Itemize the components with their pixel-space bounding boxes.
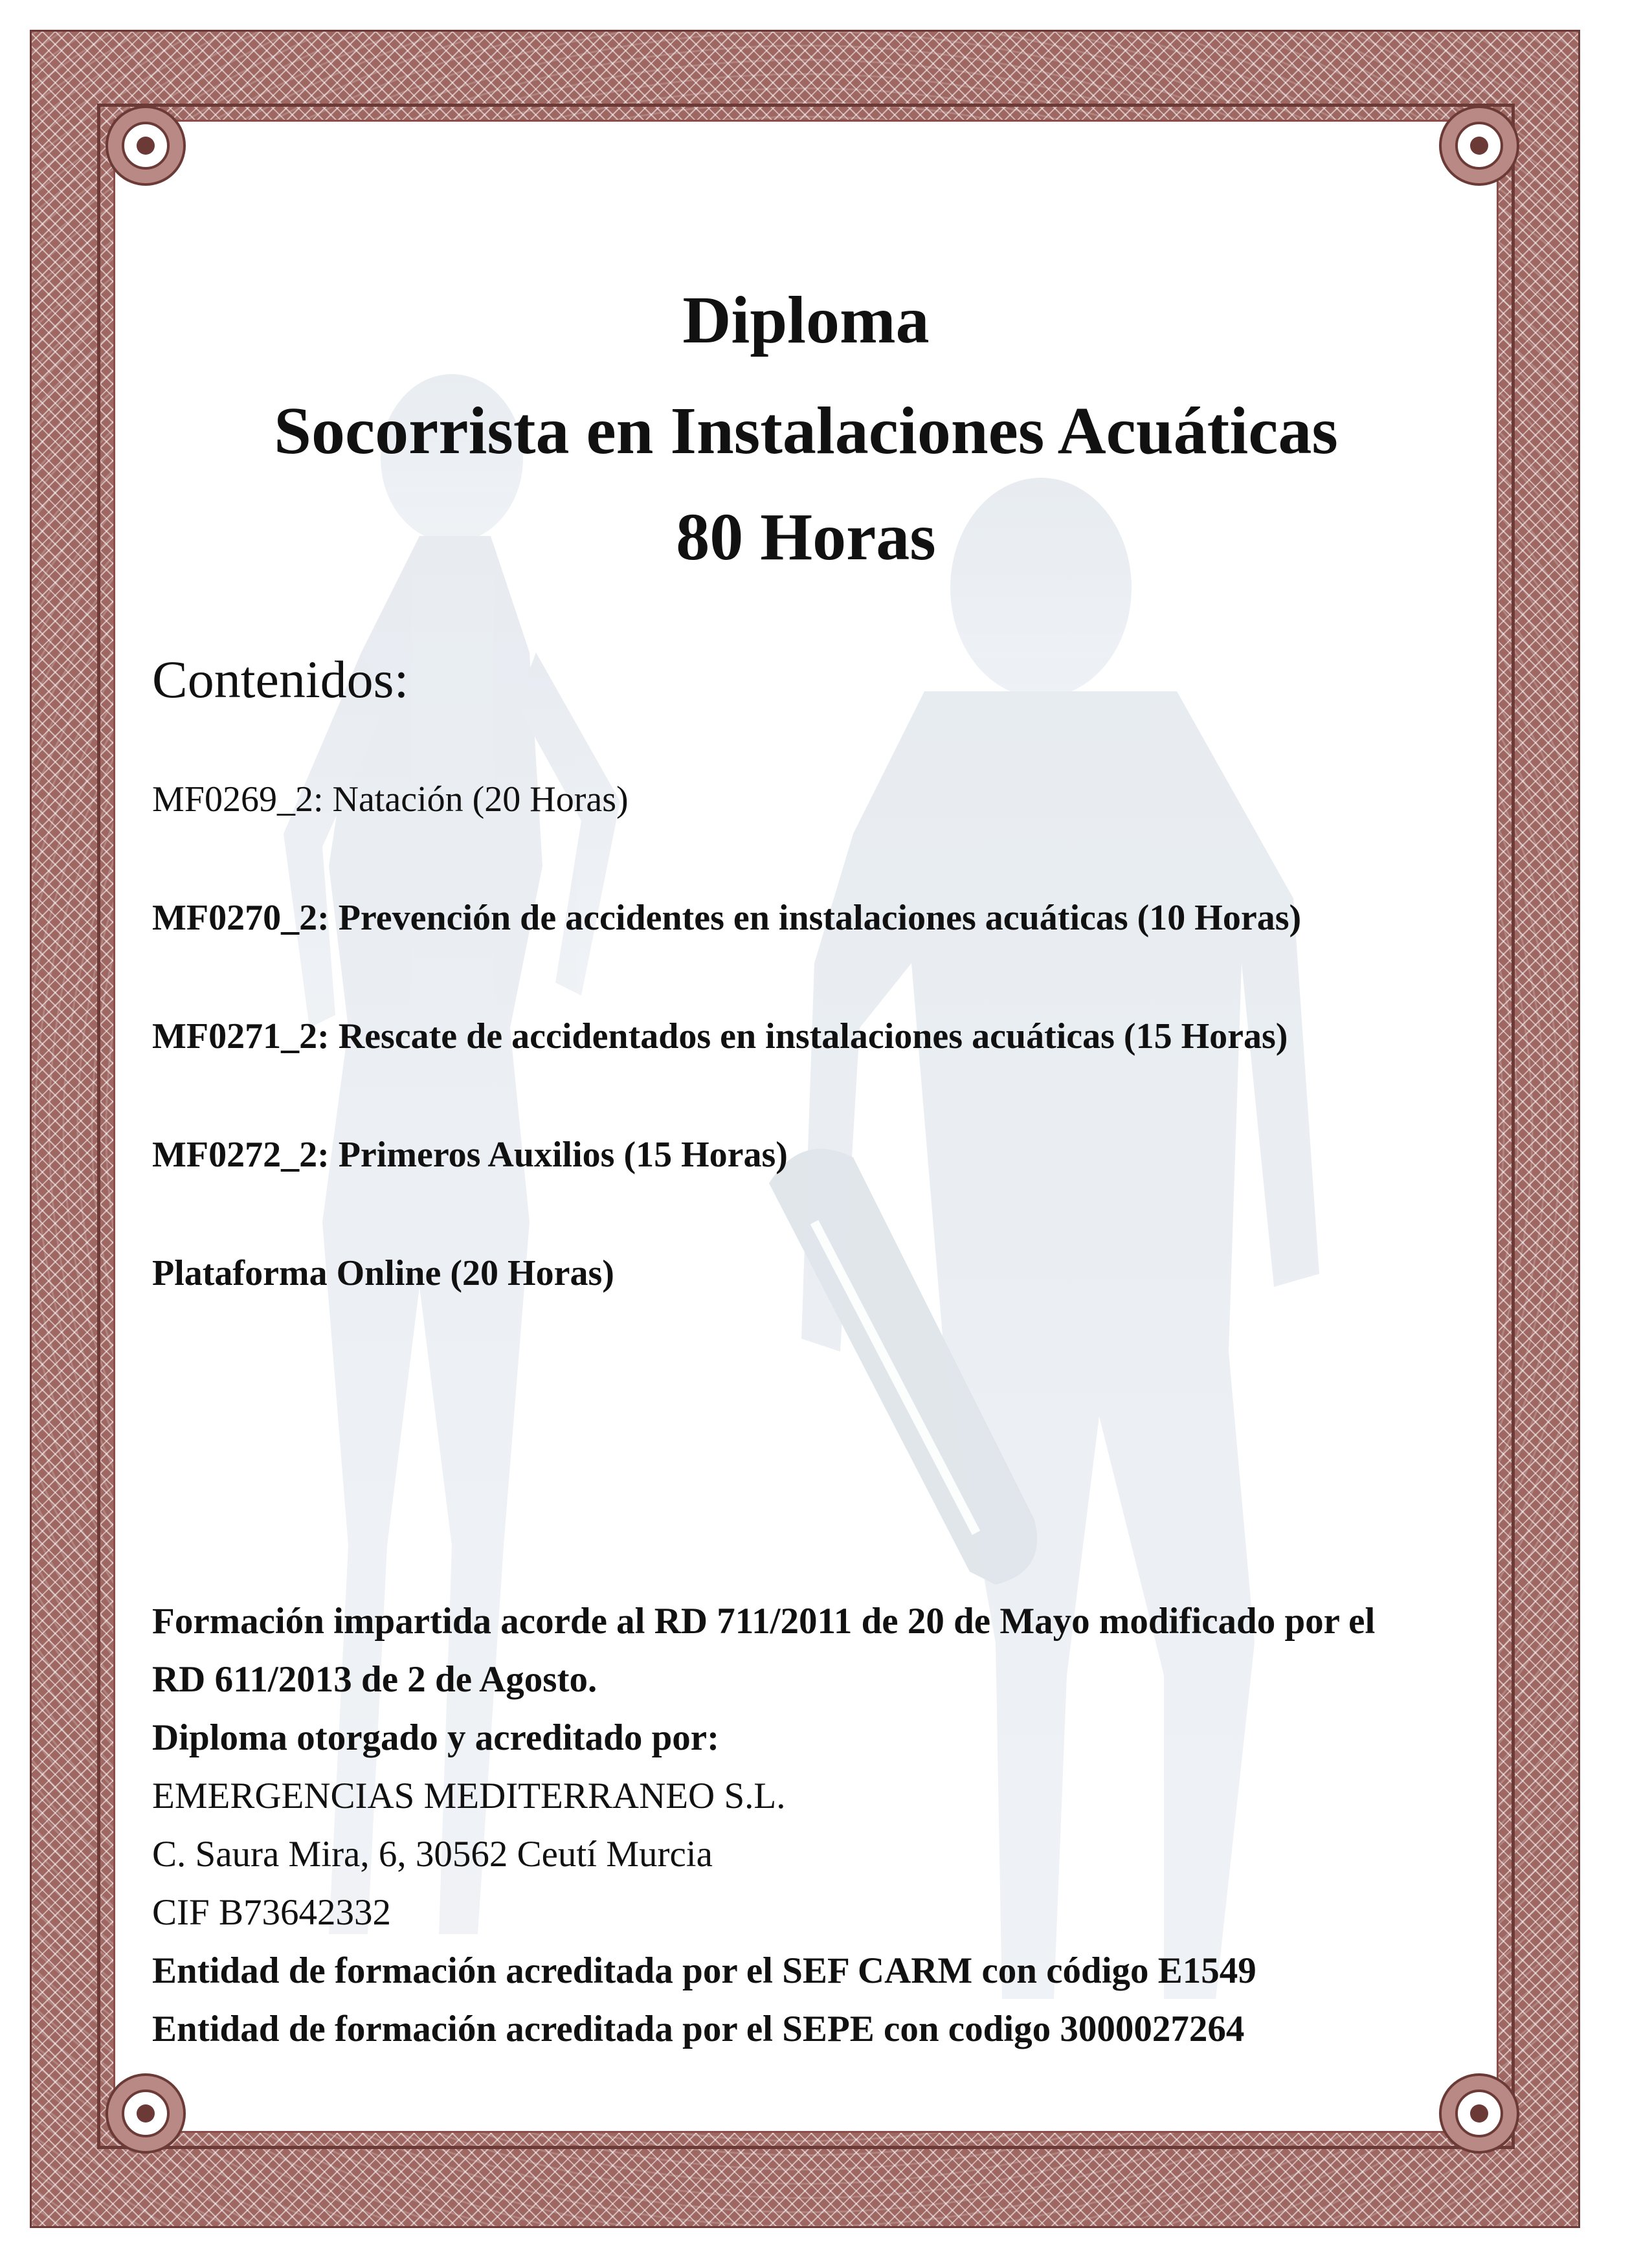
contents-item-prevencion: MF0270_2: Prevención de accidentes en instalaciones acuáticas (10 Horas) [152,898,1302,938]
corner-ornament-bottom-right [1431,2065,1528,2162]
contents-item-primeros-auxilios: MF0272_2: Primeros Auxilios (15 Horas) [152,1135,788,1175]
accreditation-line: Formación impartida acorde al RD 711/2011 de 20 de Mayo modificado por el [152,1601,1376,1642]
contents-item-natacion: MF0269_2: Natación (20 Horas) [152,779,629,819]
accreditation-sepe: Entidad de formación acreditada por el SEPE con codigo 3000027264 [152,2009,1245,2049]
contents-item-rescate: MF0271_2: Rescate de accidentados en instalaciones acuáticas (15 Horas) [152,1016,1288,1056]
contents-heading: Contenidos: [152,650,409,709]
diploma-title: Diploma [682,283,930,357]
company-cif: CIF B73642332 [152,1892,391,1933]
contents-item-plataforma-online: Plataforma Online (20 Horas) [152,1253,614,1293]
accreditation-block [152,1592,1479,2058]
corner-ornament-top-left [97,97,194,194]
corner-ornament-top-right [1431,97,1528,194]
company-name: EMERGENCIAS MEDITERRANEO S.L. [152,1776,786,1816]
accreditation-line: Diploma otorgado y acreditado por: [152,1717,720,1758]
contents-list [152,770,1301,1363]
course-title: Socorrista en Instalaciones Acuáticas [274,394,1338,468]
accreditation-sef-carm: Entidad de formación acreditada por el SEF CARM con código E1549 [152,1950,1256,1991]
corner-ornament-bottom-left [97,2065,194,2162]
company-address: C. Saura Mira, 6, 30562 Ceutí Murcia [152,1834,713,1875]
accreditation-line: RD 611/2013 de 2 de Agosto. [152,1659,597,1700]
course-hours: 80 Horas [676,500,936,574]
